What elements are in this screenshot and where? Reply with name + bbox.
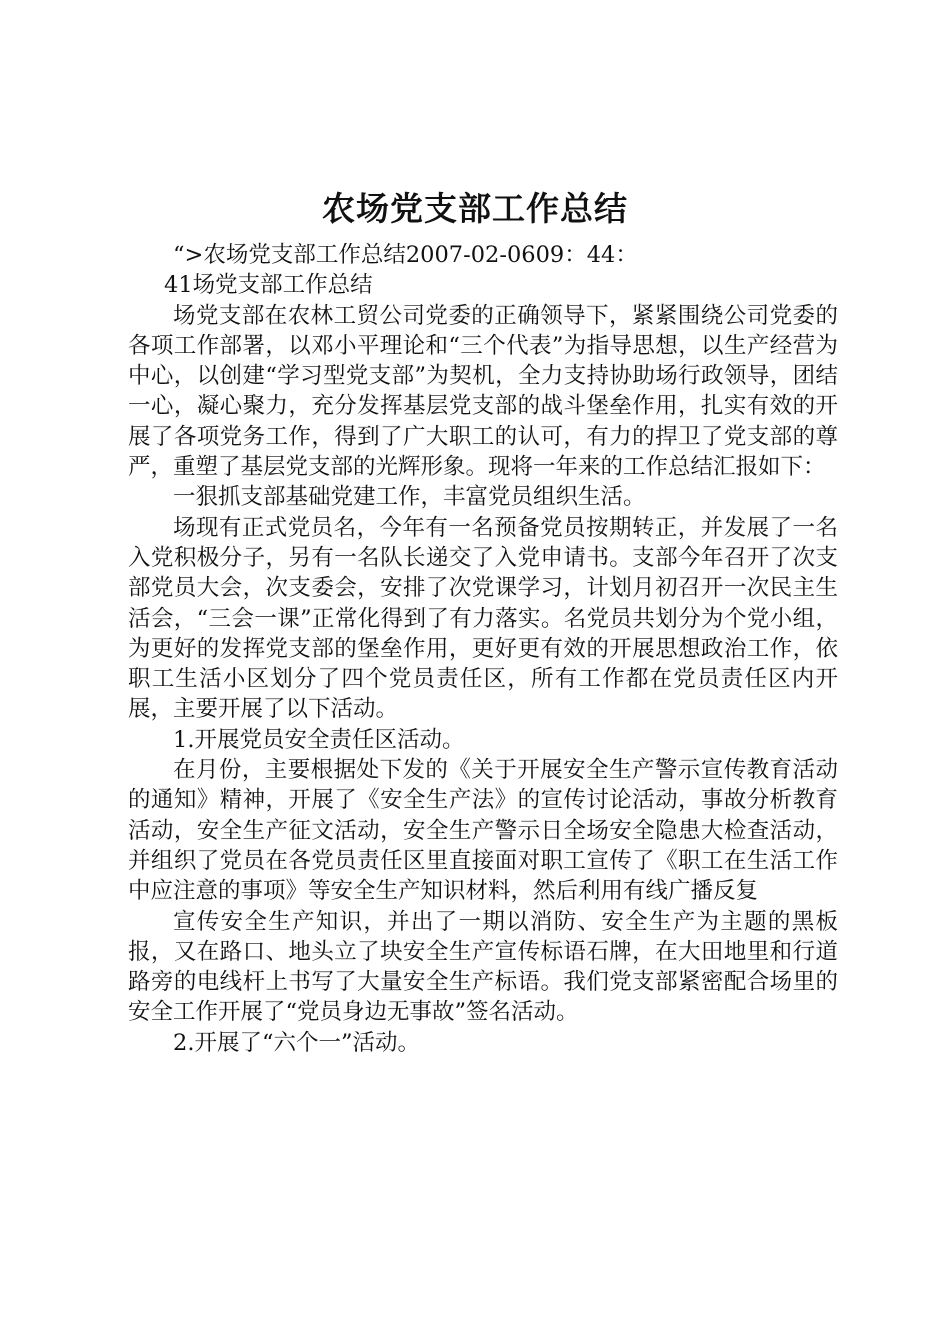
meta-line-1: “>农场党支部工作总结2007-02-0609：44： <box>173 242 638 268</box>
paragraph-publicity: 宣传安全生产知识，并出了一期以消防、安全生产为主题的黑板报，又在路口、地头立了块安全生产宣传标语石牌，在大田地里和行道路旁的电线杆上书写了大量安全生产标语。我们党支部紧密配合场里的安全工作开展了“党员身边无事故”签名活动。 <box>128 908 838 1026</box>
document-title: 农场党支部工作总结 <box>322 189 628 228</box>
document-body <box>128 240 838 1058</box>
subheading-safety: 1.开展党员安全责任区活动。 <box>173 726 465 753</box>
meta-line-2: 41场党支部工作总结 <box>164 272 373 299</box>
paragraph-safety: 在月份，主要根据处下发的《关于开展安全生产警示宣传教育活动的通知》精神，开展了《安全生产法》的宣传讨论活动，事故分析教育活动，安全生产征文活动，安全生产警示日全场安全隐患大检查活动，并组织了党员在各党员责任区里直接面对职工宣传了《职工在生活工作中应注意的事项》等安全生产知识材料，然后利用有线广播反复 <box>128 757 838 905</box>
paragraph-intro: 场党支部在农林工贸公司党委的正确领导下，紧紧围绕公司党委的各项工作部署，以邓小平理论和“三个代表”为指导思想，以生产经营为中心，以创建“学习型党支部”为契机，全力支持协助场行政领导，团结一心，凝心聚力，充分发挥基层党支部的战斗堡垒作用，扎实有效的开展了各项党务工作，得到了广大职工的认可，有力的捍卫了党支部的尊严，重塑了基层党支部的光辉形象。现将一年来的工作总结汇报如下： <box>128 302 838 481</box>
paragraph-members: 场现有正式党员名，今年有一名预备党员按期转正，并发展了一名入党积极分子，另有一名队长递交了入党申请书。支部今年召开了次支部党员大会，次支委会，安排了次党课学习，计划月初召开一次民主生活会，“三会一课”正常化得到了有力落实。名党员共划分为个党小组，为更好的发挥党支部的堡垒作用，更好更有效的开展思想政治工作，依职工生活小区划分了四个党员责任区，所有工作都在党员责任区内开展，主要开展了以下活动。 <box>128 514 838 723</box>
section-heading-1: 一狠抓支部基础党建工作，丰富党员组织生活。 <box>173 484 646 511</box>
subheading-six-ones: 2.开展了“六个一”活动。 <box>173 1029 420 1056</box>
